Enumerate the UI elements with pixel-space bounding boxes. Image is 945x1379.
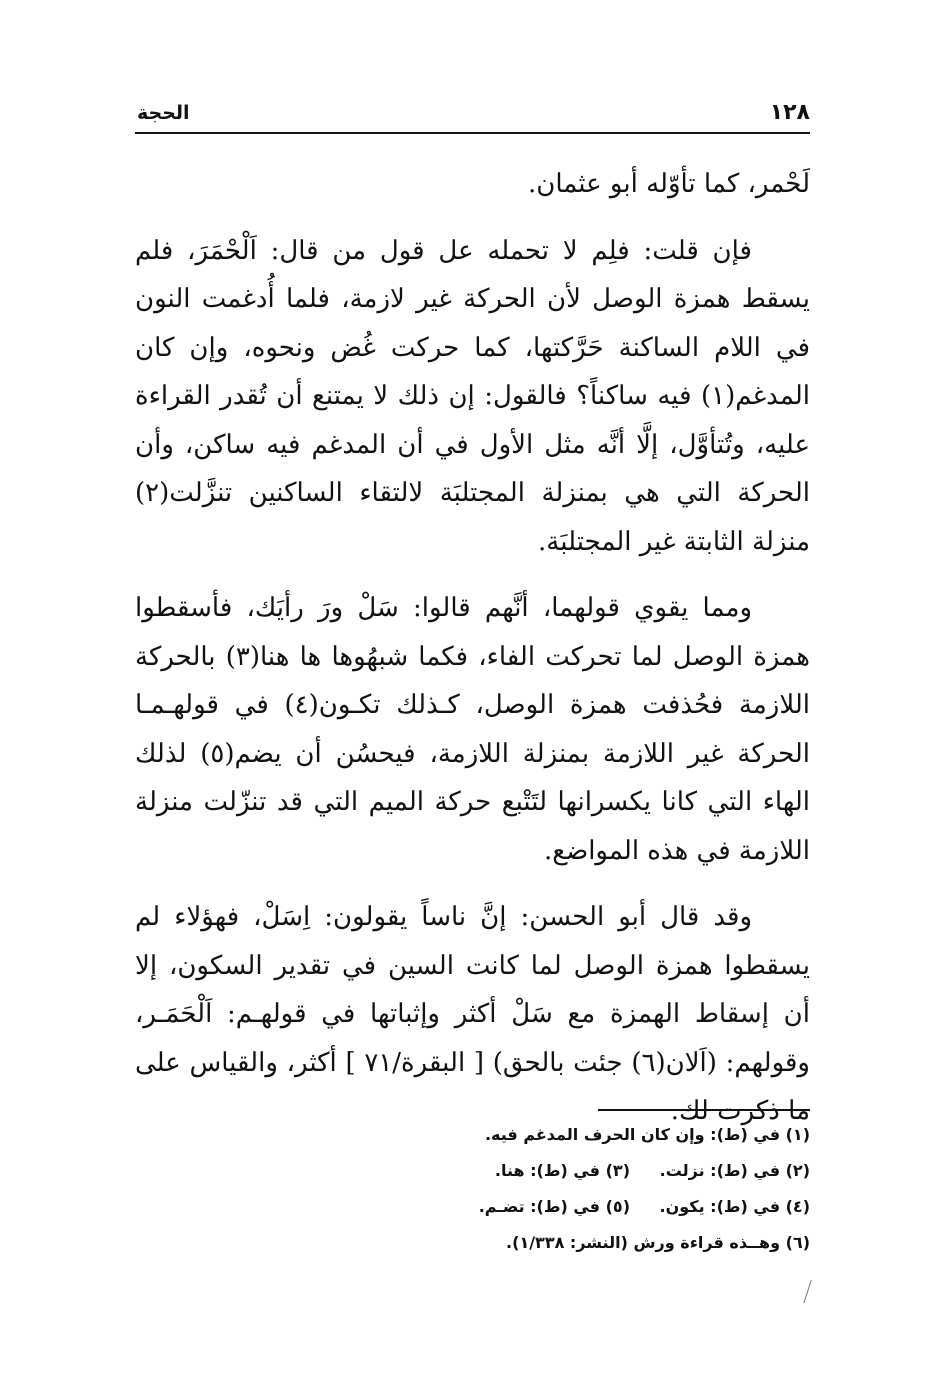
footnote-6: (٦) وهــذه قراءة ورش (النشر: ١/٣٣٨). [506,1233,810,1252]
paragraph: ومما يقوي قولهما، أنَّهم قالوا: سَلْ ورَ رأيَك، فأسقطوا همزة الوصل لما تحركت الفاء، فكما شبهُوها ها هنا(٣) بالحركة اللازمة فحُذفت همزة الوصل، كـذلك تكـون(٤) في قولهـمـا الحركة غير اللازمة بمنزلة اللازمة، فيحسُن أن يضم(٥) لذلك الهاء التي كانا يكسرانها لتَتْبع حركة الميم التي قد تنزّلت منزلة اللازمة في هذه المواضع. [135,593,811,866]
paragraph: فإن قلت: فلِم لا تحمله عل قول من قال: اَلْحْمَرَ، فلم يسقط همزة الوصل لأن الحركة غير لازمة، فلما أُدغمت النون في اللام الساكنة حَرَّكتها، كما حركت غُض ونحوه، وإن كان المدغم(١) فيه ساكناً؟ فالقول: إن ذلك لا يمتنع أن تُقدر القراءة عليه، وتُتأوَّل، إلَّا أنَّه مثل الأول في أن المدغم فيه ساكن، وأن الحركة التي هي بمنزلة المجتلبَة لالتقاء الساكنين تنزَّلت(٢) منزلة الثابتة غير المجتلبَة. [135,235,810,557]
footnote-4: (٤) في (ط): يكون. [659,1197,810,1216]
footnote-divider [598,1109,810,1111]
footnote-row [135,1225,810,1261]
footnote-5: (٥) في (ط): تضـم. [478,1197,630,1216]
footnote-3: (٣) في (ط): هنا. [494,1161,630,1180]
page-number: ١٢٨ [769,100,810,125]
running-title: الحجة [137,102,190,124]
body-text [135,160,810,1136]
footnotes [135,1117,810,1261]
paragraph: لَحْمر، كما تأوّله أبو عثمان. [527,169,810,199]
footnote-row [135,1189,810,1225]
page-header [135,98,810,134]
footnote-row [135,1153,810,1189]
footnote-row [135,1117,810,1153]
footnote-1: (١) في (ط): وإن كان الحرف المدغم فيه. [484,1125,810,1144]
paragraph: وقد قال أبو الحسن: إنَّ ناساً يقولون: اِسَلْ، فهؤلاء لم يسقطوا همزة الوصل لما كانت السين في تقدير السكون، إلا أن إسقاط الهمزة مع سَلْ أكثر وإثباتها في قولهـم: اَلْحَمَـر، وقولهم: (اَلان(٦) جئت بالحق) [ البقرة/٧١ ] أكثر، والقياس على ما ذكرت لك. [135,902,810,1126]
footnote-2: (٢) في (ط): نزلت. [659,1161,810,1180]
scan-mark [803,1280,814,1304]
